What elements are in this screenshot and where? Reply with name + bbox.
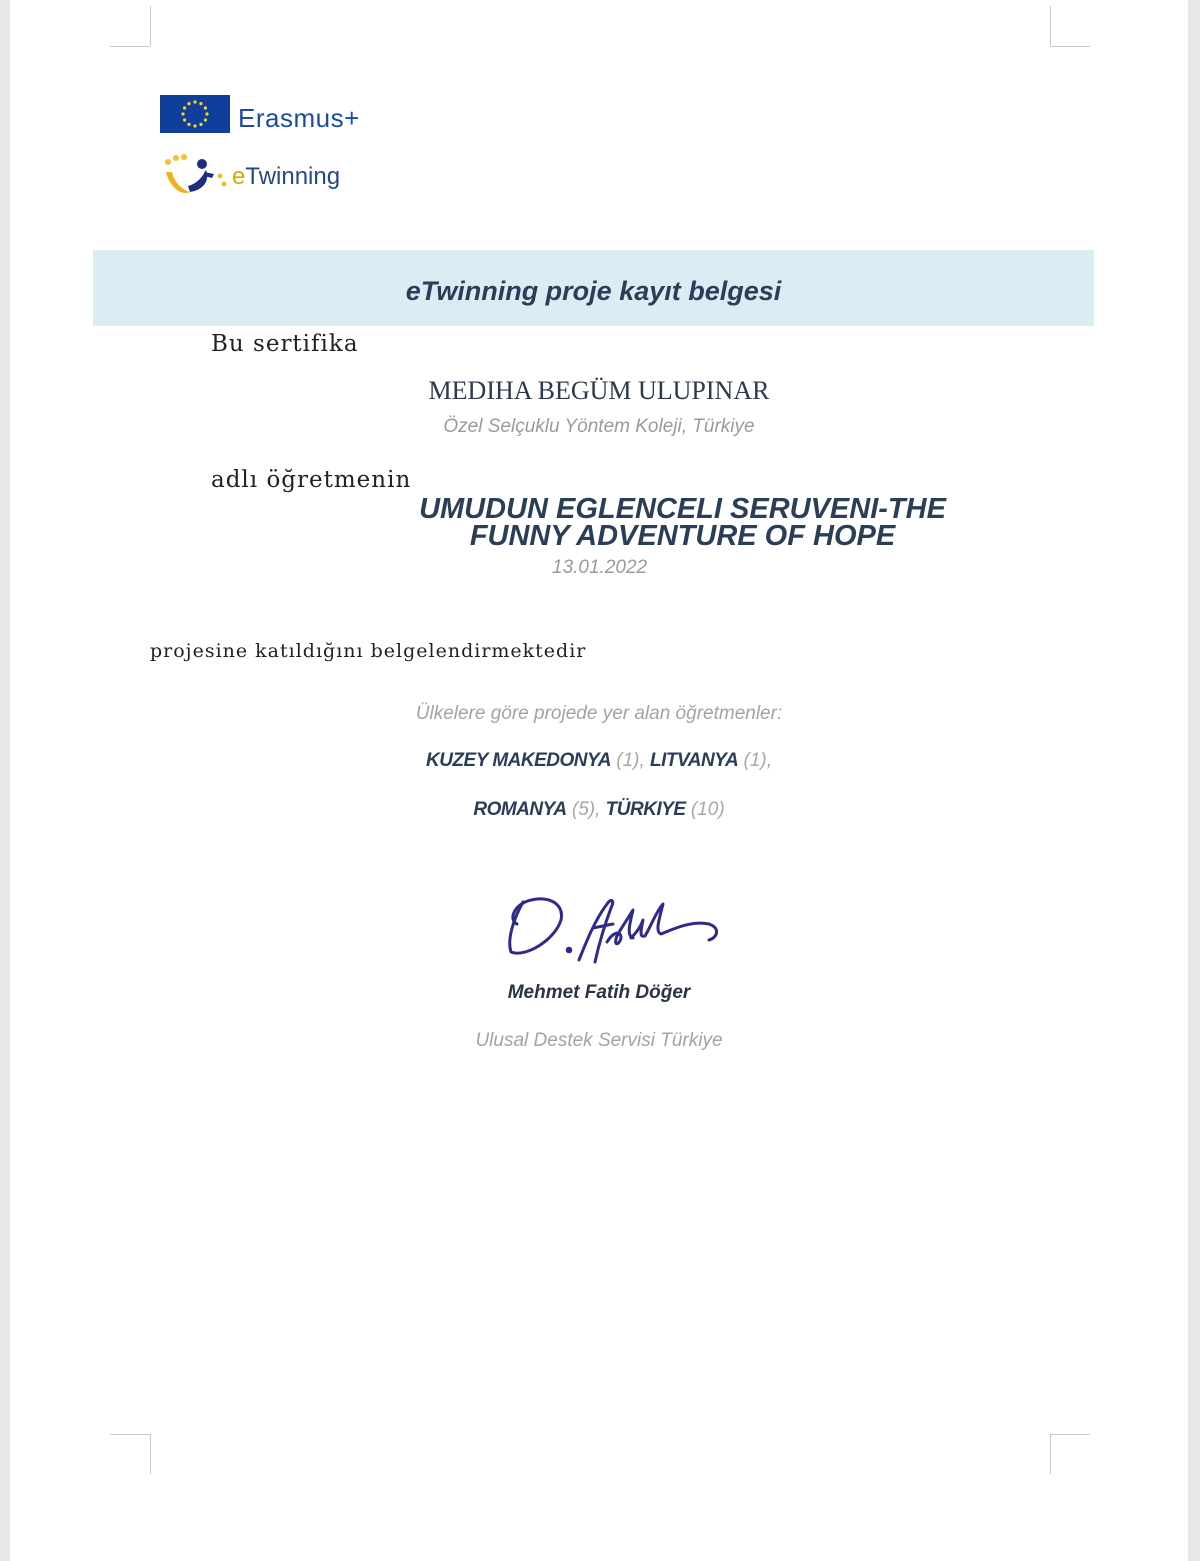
country-name: ROMANYA: [473, 799, 567, 820]
certificate-intro: Bu sertifika: [211, 331, 359, 357]
country-name: LITVANYA: [650, 750, 739, 771]
eu-flag-icon: [160, 95, 230, 133]
teacher-suffix: adlı öğretmenin: [211, 467, 412, 493]
country-count: (1),: [743, 750, 772, 771]
erasmus-plus-logo: [160, 95, 405, 140]
country-count: (5),: [571, 799, 601, 820]
teacher-name: MEDIHA BEGÜM ULUPINAR: [428, 376, 770, 405]
signatory-name: Mehmet Fatih Döğer: [507, 982, 691, 1003]
title-banner: [93, 250, 1094, 326]
countries-line-1: [10, 750, 1188, 772]
countries-label: Ülkelere göre projede yer alan öğretmenler:: [415, 703, 783, 724]
countries-line-2: [10, 799, 1188, 821]
etwinning-figures-icon: [160, 152, 230, 202]
confirmation-text: projesine katıldığını belgelendirmektedir: [150, 640, 587, 662]
country-count: (1),: [616, 750, 645, 771]
country-name: KUZEY MAKEDONYA: [425, 750, 611, 771]
etwinning-wordmark: eTwinning: [232, 163, 341, 190]
certificate-title: eTwinning proje kayıt belgesi: [405, 276, 782, 306]
signature-image: [495, 880, 725, 980]
signatory-role: Ulusal Destek Servisi Türkiye: [475, 1030, 723, 1051]
country-name: TÜRKIYE: [605, 799, 686, 820]
school-name: Özel Selçuklu Yöntem Koleji, Türkiye: [443, 416, 755, 437]
country-count: (10): [690, 799, 725, 820]
certificate-page: [10, 0, 1188, 1561]
project-date: 13.01.2022: [552, 557, 648, 578]
etwinning-logo: [160, 150, 380, 205]
erasmus-wordmark: Erasmus+: [238, 103, 360, 133]
project-title: UMUDUN EGLENCELI SERUVENI-THE FUNNY ADVENTURE OF HOPE: [419, 493, 946, 552]
